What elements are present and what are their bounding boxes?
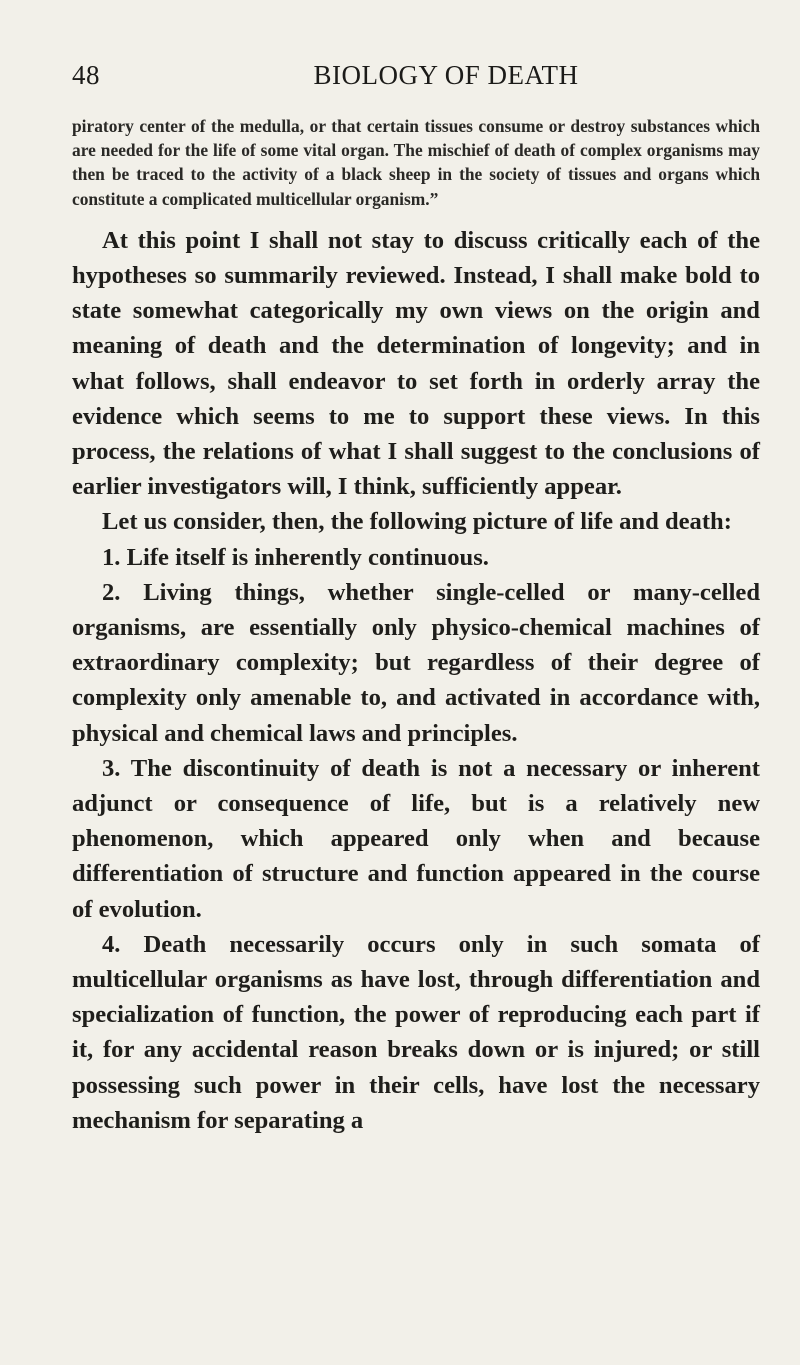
quoted-passage bbox=[72, 114, 760, 211]
paragraph-lead-in: Let us consider, then, the following picture of life and death: bbox=[102, 508, 732, 536]
page-number: 48 bbox=[72, 60, 100, 90]
book-page bbox=[0, 60, 800, 1365]
quote-paragraph: piratory center of the medulla, or that certain tissues consume or destroy substances which are needed for the life of some vital organ. The mischief of death of complex organisms may then be traced to the activity of a black sheep in the society of tissues and organs which constitute a complicated multicellular organism.” bbox=[72, 116, 760, 209]
list-item-3: 3. The discontinuity of death is not a necessary or inherent adjunct or consequence of life, but is a relatively new phenomenon, which appeared only when and because differentiation of structure and function appeared in the course of evolution. bbox=[72, 754, 760, 923]
paragraph-intro: At this point I shall not stay to discuss critically each of the hypotheses so summarily reviewed. Instead, I shall make bold to state somewhat categorically my own views on the origin and meaning of death and the determination of longevity; and in what follows, shall endeavor to set forth in orderly array the evidence which seems to me to support these views. In this process, the relations of what I shall suggest to the conclusions of earlier investigators will, I think, sufficiently appear. bbox=[72, 226, 760, 501]
running-head bbox=[72, 60, 760, 94]
list-item-2: 2. Living things, whether single-celled or many-celled organisms, are essentially only physico-chemical machines of extraordinary complexity; but regardless of their degree of complexity only amenable to, and activated in accordance with, physical and chemical laws and principles. bbox=[72, 578, 760, 747]
running-title: BIOLOGY OF DEATH bbox=[313, 60, 579, 90]
body-text bbox=[72, 223, 760, 1138]
list-item-1: 1. Life itself is inherently continuous. bbox=[102, 543, 489, 571]
list-item-4: 4. Death necessarily occurs only in such somata of multicellular organisms as have lost, through differentiation and specialization of function, the power of reproducing each part if it, for any accidental reason breaks down or is injured; or still possessing such power in their cells, have lost the necessary mechanism for separating a bbox=[72, 930, 760, 1134]
